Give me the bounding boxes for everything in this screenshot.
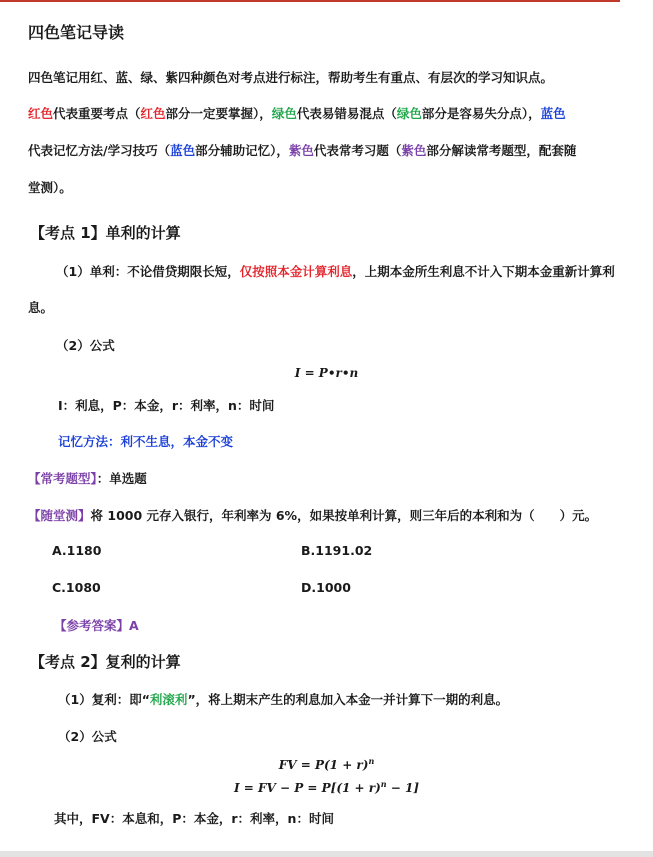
option-c: C.1080 — [52, 580, 101, 595]
option-b: B.1191.02 — [301, 543, 373, 558]
s1-def-highlight: 仅按照本金计算利息 — [239, 264, 353, 279]
s2-formula-fv — [0, 756, 653, 772]
intro-line-1: 四色笔记用红、蓝、绿、紫四种颜色对考点进行标注，帮助考生有重点、有层次的学习知识点。 — [28, 70, 554, 85]
section-2-heading: 【考点 2】复利的计算 — [30, 653, 181, 671]
s1-formula-legend: I：利息，P：本金，r：利率，n：时间 — [58, 398, 275, 413]
intro-text: 部分辅助记忆）， — [195, 143, 289, 158]
s1-def-text: （1）单利：不论借贷期限长短， — [56, 264, 240, 279]
s2-formula-label: （2）公式 — [58, 729, 117, 744]
page-bottom-bar — [0, 851, 653, 857]
legend-blue: 蓝色 — [540, 106, 566, 121]
quiz-tag: 【随堂测】 — [28, 508, 91, 523]
legend-green: 绿色 — [271, 106, 297, 121]
i-formula-text: I = FV − P = P[(1 + r) — [233, 781, 381, 795]
s2-def-highlight: 利滚利 — [149, 692, 188, 707]
s1-definition — [56, 262, 615, 280]
intro-text: 代表重要考点（ — [53, 106, 141, 121]
s1-formula: I = P•r•n — [294, 366, 359, 380]
legend-red: 红色 — [28, 106, 54, 121]
type-value: ：单选题 — [96, 471, 147, 486]
i-exponent: n — [380, 779, 387, 789]
s1-memory-tip: 记忆方法：利不生息，本金不变 — [58, 434, 234, 449]
s1-answer: 【参考答案】A — [54, 618, 139, 633]
s2-formula-legend: 其中，FV：本息和，P：本金，r：利率，n：时间 — [54, 811, 334, 826]
intro-text: 代表记忆方法/学习技巧（ — [28, 143, 171, 158]
section-1-heading: 【考点 1】单利的计算 — [30, 224, 181, 242]
s1-definition-cont: 息。 — [28, 300, 54, 315]
s2-formula-i — [0, 779, 653, 795]
legend-green-2: 绿色 — [396, 106, 422, 121]
intro-line-4: 堂测）。 — [28, 180, 72, 195]
quiz-question: 将 1000 元存入银行，年利率为 6%，如果按单利计算，则三年后的本利和为（ ）元。 — [90, 508, 598, 523]
legend-purple-2: 紫色 — [401, 143, 427, 158]
legend-blue-2: 蓝色 — [170, 143, 196, 158]
s1-question-type — [28, 469, 147, 487]
s1-def-text: ，上期本金所生利息不计入下期本金重新计算利 — [352, 264, 615, 279]
top-rule — [0, 0, 620, 2]
legend-purple: 紫色 — [288, 143, 314, 158]
type-tag: 【常考题型】 — [28, 471, 97, 486]
intro-text: 部分是容易失分点）， — [421, 106, 541, 121]
option-a: A.1180 — [52, 543, 102, 558]
fv-exponent: n — [368, 756, 375, 766]
i-formula-tail: − 1] — [386, 781, 420, 795]
s2-def-text: （1）复利：即“ — [58, 692, 150, 707]
intro-text: 部分解读常考题型，配套随 — [426, 143, 577, 158]
s2-definition — [58, 690, 508, 708]
option-d: D.1000 — [301, 580, 351, 595]
fv-formula-text: FV = P(1 + r) — [278, 758, 369, 772]
s1-quiz — [28, 506, 597, 524]
s2-def-text: ”，将上期末产生的利息加入本金一并计算下一期的利息。 — [187, 692, 509, 707]
legend-red-2: 红色 — [140, 106, 166, 121]
intro-text: 代表常考习题（ — [313, 143, 402, 158]
page-title: 四色笔记导读 — [28, 23, 125, 42]
intro-line-2 — [28, 104, 566, 122]
s1-formula-label: （2）公式 — [56, 338, 115, 353]
intro-text: 部分一定要掌握）， — [165, 106, 272, 121]
intro-line-3 — [28, 141, 576, 159]
intro-text: 代表易错易混点（ — [296, 106, 397, 121]
